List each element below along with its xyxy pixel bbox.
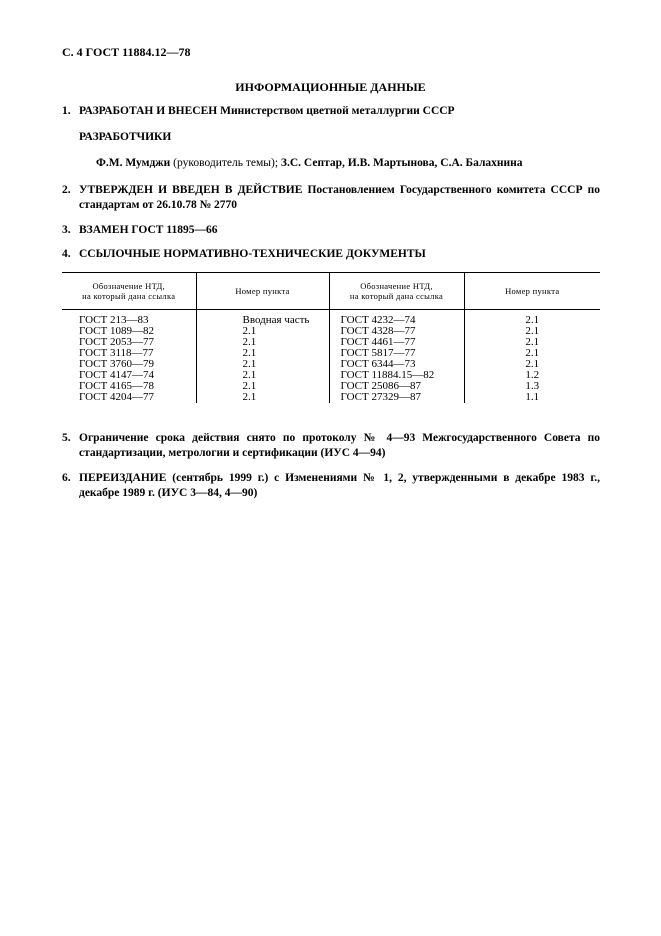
ntd-cell: ГОСТ 4165—78 [79,380,154,392]
item-number: 5. [62,432,71,444]
point-cell: 2.1 [196,359,329,370]
item-number: 6. [62,472,71,484]
info-item-2 [62,183,600,213]
ntd-cell: ГОСТ 213—83 [79,314,149,326]
column-header-ntd: Обозначение НТД, на который дана ссылка [329,273,464,310]
ntd-cell: ГОСТ 3760—79 [79,358,154,370]
item-text: ВЗАМЕН ГОСТ 11895—66 [79,224,218,236]
point-cell: 2.1 [464,348,600,359]
other-developers: З.С. Септар, И.В. Мартынова, С.А. Балахнина [280,157,523,169]
info-item-5 [62,431,600,461]
point-cell: 2.1 [196,348,329,359]
info-item-6 [62,471,600,501]
point-cell: Вводная часть [196,310,329,327]
table-header-row [62,273,600,310]
table-row [62,310,600,327]
ntd-cell: ГОСТ 2053—77 [79,336,154,348]
item-text: Ограничение срока действия снято по протоколу № 4—93 Межгосударственного Совета по стандартизации, метрологии и сертификации (ИУС 4—94) [79,432,600,459]
info-item-4 [62,247,600,262]
item-number: 4. [62,248,71,260]
item-text: ПЕРЕИЗДАНИЕ (сентябрь 1999 г.) с Изменениями № 1, 2, утвержденными в декабре 1983 г., декабре 1989 г. (ИУС 3—84, 4—90) [79,472,600,499]
item-text: РАЗРАБОТАН И ВНЕСЕН Министерством цветной металлургии СССР [79,105,455,117]
point-cell: 1.1 [464,392,600,403]
ntd-cell: ГОСТ 4232—74 [329,310,464,327]
page-header: С. 4 ГОСТ 11884.12—78 [62,45,191,59]
ntd-cell: ГОСТ 3118—77 [79,347,154,359]
point-cell: 2.1 [464,337,600,348]
item-text: УТВЕРЖДЕН И ВВЕДЕН В ДЕЙСТВИЕ Постановлением Государственного комитета СССР по стандартам от 26.10.78 № 2770 [79,184,600,211]
ntd-cell: ГОСТ 11884.15—82 [329,370,464,381]
developers-heading: РАЗРАБОТЧИКИ [79,131,172,143]
point-cell: 2.1 [196,337,329,348]
developers-list [96,157,523,169]
point-cell: 2.1 [464,359,600,370]
reference-documents-table [62,272,600,403]
ntd-cell: ГОСТ 4204—77 [79,391,154,403]
ntd-cell: ГОСТ 25086—87 [329,381,464,392]
table-row [62,392,600,403]
ntd-cell: ГОСТ 4147—74 [79,369,154,381]
ntd-cell: ГОСТ 6344—73 [329,359,464,370]
column-header-ntd: Обозначение НТД, на который дана ссылка [62,273,196,310]
point-cell: 2.1 [196,370,329,381]
point-cell: 2.1 [196,392,329,403]
ntd-cell: ГОСТ 1089—82 [79,325,154,337]
column-header-point: Номер пункта [196,273,329,310]
lead-developer: Ф.М. Мумджи [96,157,171,169]
item-number: 1. [62,105,71,117]
item-number: 3. [62,224,71,236]
page-title: ИНФОРМАЦИОННЫЕ ДАННЫЕ [235,80,426,94]
info-item-3 [62,223,600,238]
point-cell: 2.1 [196,381,329,392]
lead-developer-role: (руководитель темы); [173,157,279,169]
ntd-cell: ГОСТ 5817—77 [329,348,464,359]
point-cell: 1.3 [464,381,600,392]
ntd-cell: ГОСТ 4461—77 [329,337,464,348]
info-item-1 [62,104,600,119]
item-text: ССЫЛОЧНЫЕ НОРМАТИВНО-ТЕХНИЧЕСКИЕ ДОКУМЕНТЫ [79,248,426,260]
point-cell: 1.2 [464,370,600,381]
ntd-cell: ГОСТ 27329—87 [329,392,464,403]
point-cell: 2.1 [464,326,600,337]
ntd-cell: ГОСТ 4328—77 [329,326,464,337]
point-cell: 2.1 [196,326,329,337]
item-number: 2. [62,184,71,196]
column-header-point: Номер пункта [464,273,600,310]
point-cell: 2.1 [464,310,600,327]
